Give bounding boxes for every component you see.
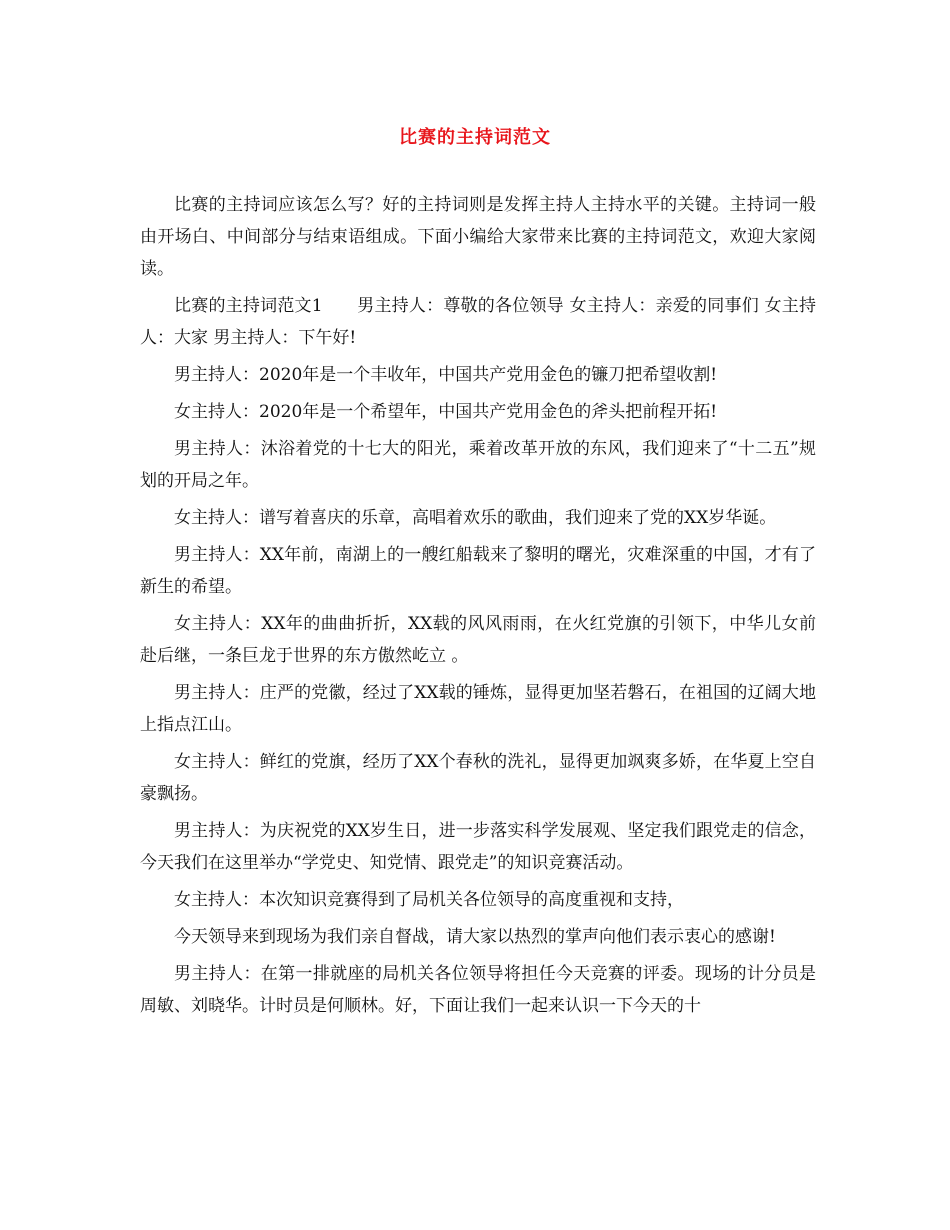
paragraph: 女主持人：本次知识竞赛得到了局机关各位领导的高度重视和支持， (174, 890, 684, 910)
paragraph: 男主持人：2020年是一个丰收年，中国共产党用金色的镰刀把希望收割! (174, 365, 718, 385)
paragraph: 男主持人：为庆祝党的XX岁生日，进一步落实科学发展观、坚定我们跟党走的信念，今天我们在这里举办“学党史、知党情、跟党走”的知识竞赛活动。 (140, 821, 816, 873)
paragraph: 男主持人：沐浴着党的十七大的阳光，乘着改革开放的东风，我们迎来了“十二五”规划的开局之年。 (140, 439, 816, 491)
paragraph: 女主持人：谱写着喜庆的乐章，高唱着欢乐的歌曲，我们迎来了党的XX岁华诞。 (174, 508, 777, 528)
paragraph: 男主持人：XX年前，南湖上的一艘红船载来了黎明的曙光，灾难深重的中国，才有了新生的希望。 (140, 545, 816, 597)
paragraph: 男主持人：庄严的党徽，经过了XX载的锤炼，显得更加坚若磐石，在祖国的辽阔大地上指点江山。 (140, 683, 816, 735)
paragraph: 男主持人：在第一排就座的局机关各位领导将担任今天竞赛的评委。现场的计分员是周敏、刘晓华。计时员是何顺林。好，下面让我们一起来认识一下今天的十 (140, 964, 816, 1016)
paragraph: 女主持人：2020年是一个希望年，中国共产党用金色的斧头把前程开拓! (174, 402, 718, 422)
document-body (140, 189, 816, 1027)
paragraph: 比赛的主持词范文1 男主持人：尊敬的各位领导 女主持人：亲爱的同事们 女主持人：大家 男主持人：下午好! (140, 296, 816, 348)
paragraph: 今天领导来到现场为我们亲自督战，请大家以热烈的掌声向他们表示衷心的感谢! (174, 927, 776, 947)
document-title: 比赛的主持词范文 (399, 127, 551, 148)
paragraph: 女主持人：鲜红的党旗，经历了XX个春秋的洗礼，显得更加飒爽多娇，在华夏上空自豪飘扬。 (140, 752, 816, 804)
paragraph: 比赛的主持词应该怎么写？好的主持词则是发挥主持人主持水平的关键。主持词一般由开场白、中间部分与结束语组成。下面小编给大家带来比赛的主持词范文，欢迎大家阅读。 (140, 195, 816, 279)
paragraph: 女主持人：XX年的曲曲折折，XX载的风风雨雨，在火红党旗的引领下，中华儿女前赴后继，一条巨龙于世界的东方傲然屹立 。 (140, 614, 816, 666)
